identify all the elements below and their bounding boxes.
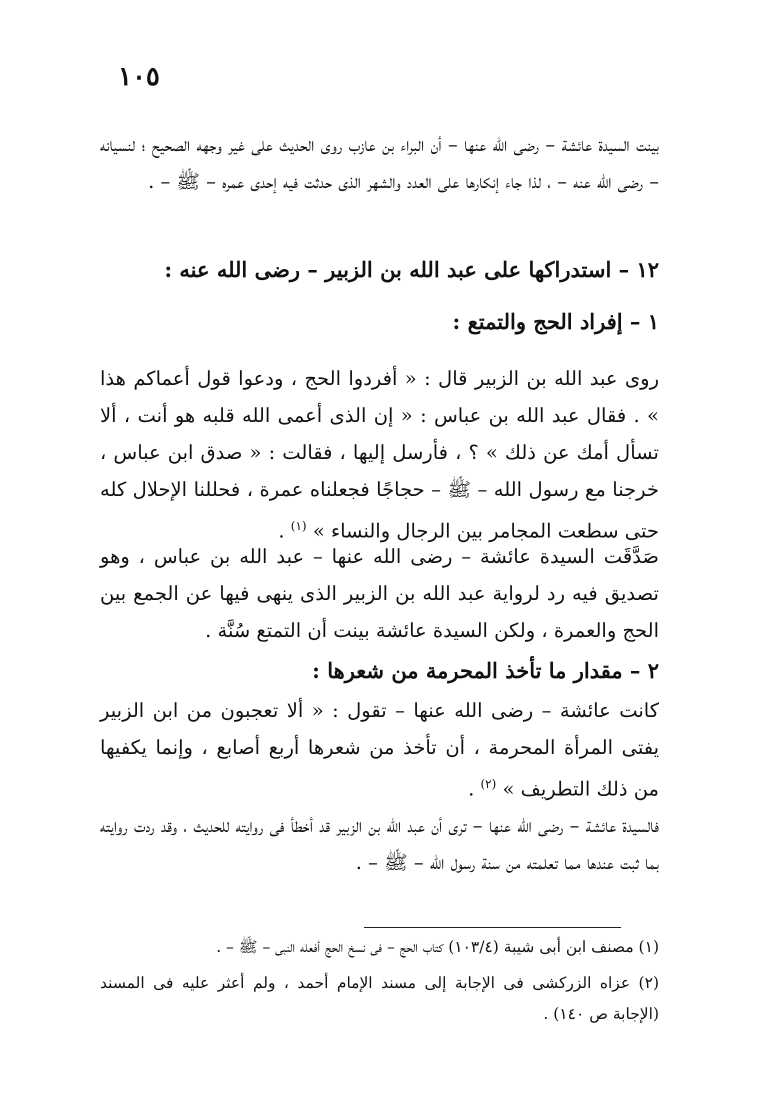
- paragraph-hadith-1: [100, 360, 659, 550]
- intro-paragraph: بينت السيدة عائشة – رضى الله عنها – أن البراء بن عازب روى الحديث على غير وجهه الصحيح ؛ لنسيانه – رضى الله عنه – ، لذا جاء إنكارها على العدد والشهر الذى حدثت فيه إحدى عمره – ﷺ – .: [100, 133, 659, 193]
- footnote-1: (١) مصنف ابن أبى شيبة (١٠٣/٤) كتاب الحج – فى نسخ الحج أفعله النبى – ﷺ – .: [216, 938, 659, 956]
- subheading-hair-amount: ٢ – مقدار ما تأخذ المحرمة من شعرها :: [312, 658, 659, 683]
- footnote-divider: [364, 927, 621, 928]
- paragraph-commentary-2: فالسيدة عائشة – رضى الله عنها – ترى أن عبد الله بن الزبير قد أخطأ فى روايته للحديث ، وقد ردت روايته بما ثبت عندها مما تعلمته من سنة رسول الله – ﷺ – .: [100, 814, 659, 874]
- page-number: ١٠٥: [118, 62, 160, 92]
- paragraph-hadith-2-end: .: [468, 777, 481, 801]
- footnote-2: (٢) عزاه الزركشى فى الإجابة إلى مسند الإمام أحمد ، ولم أعثر عليه فى المسند (الإجابة ص ١٤٠) .: [100, 974, 659, 1023]
- paragraph-hadith-1-text: روى عبد الله بن الزبير قال : « أفردوا الحج ، ودعوا قول أعماكم هذا » . فقال عبد الله بن عباس : « إن الذى أعمى الله قلبه هو أنت ، ألا تسأل أمك عن ذلك » ؟ ، فأرسل إليها ، فقالت : « صدق ابن عباس ، خرجنا مع رسول الله – ﷺ – حجاجًا فجعلناه عمرة ، فحللنا الإحلال كله حتى سطعت المجامر بين الرجال والنساء »: [100, 367, 659, 543]
- footnote-ref-1: (١): [290, 519, 307, 533]
- subheading-ifrad-hajj: ١ – إفراد الحج والتمتع :: [452, 309, 659, 334]
- section-heading: ١٢ – استدراكها على عبد الله بن الزبير – رضى الله عنه :: [164, 257, 659, 282]
- paragraph-hadith-1-end: .: [278, 519, 291, 543]
- paragraph-hadith-2-text: كانت عائشة – رضى الله عنها – تقول : « ألا تعجبون من ابن الزبير يفتى المرأة المحرمة ، أن تأخذ من شعرها أربع أصابع ، وإنما يكفيها من ذلك التطريف »: [100, 699, 659, 801]
- paragraph-hadith-2: [100, 692, 659, 808]
- footnote-ref-2: (٢): [480, 777, 497, 791]
- paragraph-commentary-1: صَدَّقَت السيدة عائشة – رضى الله عنها – عبد الله بن عباس ، وهو تصديق فيه رد لرواية عبد الله بن الزبير الذى ينهى فيها عن الجمع بين الحج والعمرة ، ولكن السيدة عائشة بينت أن التمتع سُنَّة .: [100, 545, 659, 642]
